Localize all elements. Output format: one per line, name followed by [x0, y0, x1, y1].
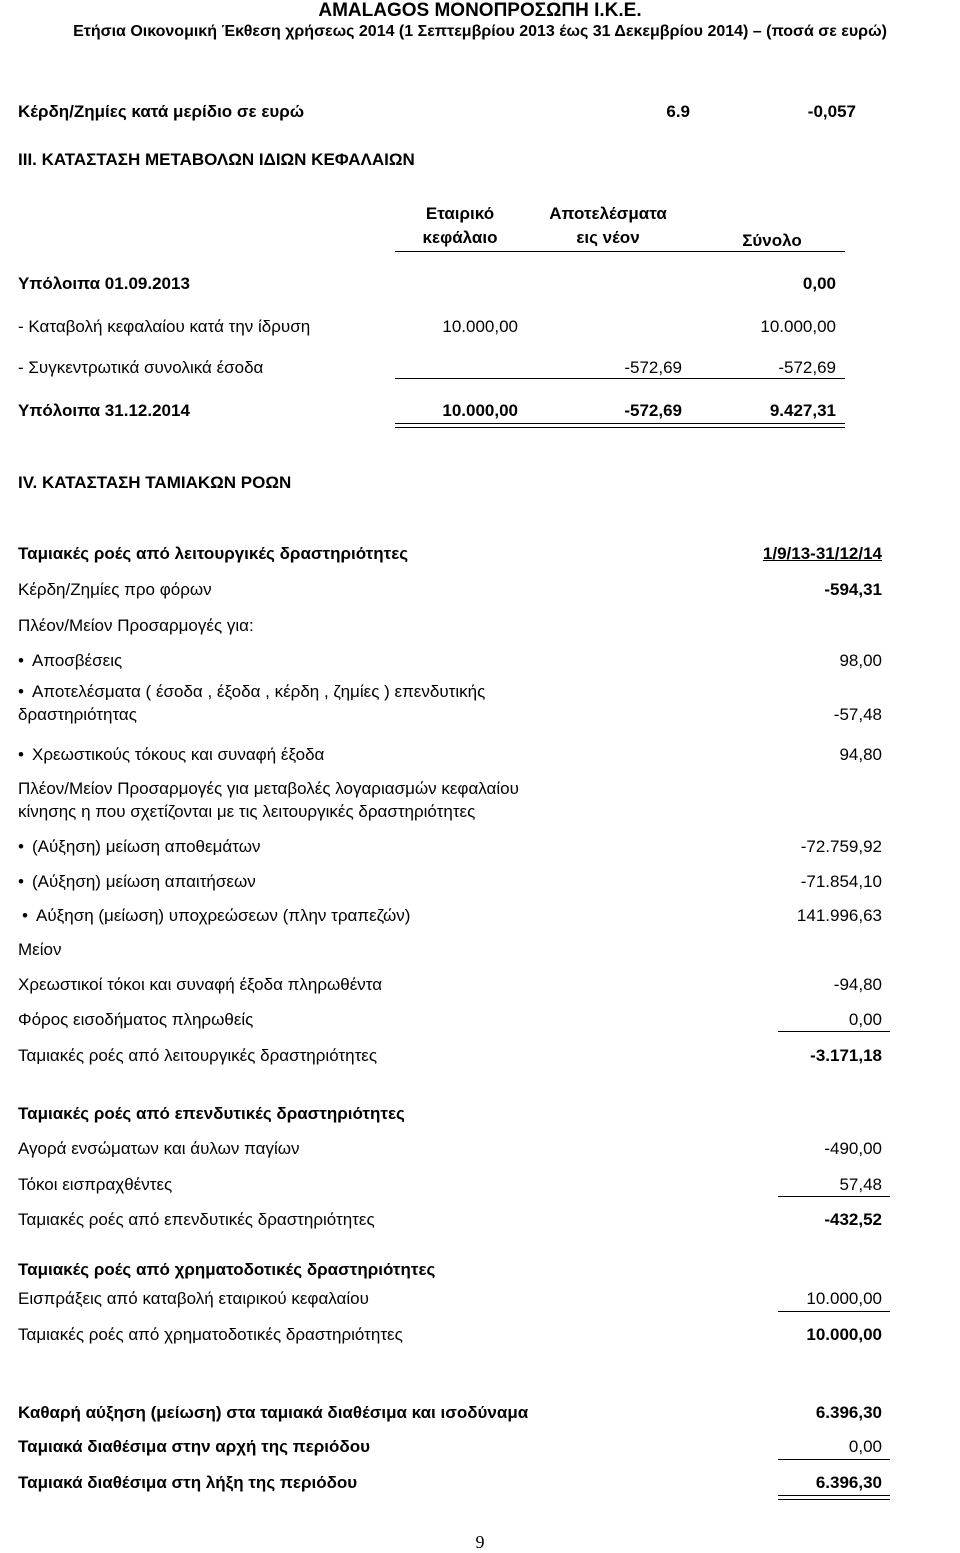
- investing-results-value: -57,48: [833, 705, 882, 724]
- tax-paid-label: Φόρος εισοδήματος πληρωθείς: [18, 1010, 254, 1029]
- col-capital-1: Εταιρικό: [425, 204, 495, 223]
- receivables-label: • (Αύξηση) μείωση απαιτήσεων: [32, 872, 256, 892]
- cash-end-value: 6.396,30: [815, 1473, 882, 1492]
- col-results-1: Αποτελέσματα: [549, 204, 667, 223]
- investing-results-label: • Αποτελέσματα ( έσοδα , έξοδα , κέρδη , ζημίες ) επενδυτικής: [32, 682, 485, 702]
- interest-paid-value: -94,80: [833, 975, 882, 994]
- eps-col2: -0,057: [807, 102, 856, 121]
- equity-title: ΙΙΙ. ΚΑΤΑΣΤΑΣΗ ΜΕΤΑΒΟΛΩΝ ΙΔΙΩΝ ΚΕΦΑΛΑΙΩΝ: [18, 150, 415, 169]
- period-label: 1/9/13-31/12/14: [762, 544, 882, 563]
- receivables-value: -71.854,10: [800, 872, 882, 891]
- equity-header-rule: [395, 251, 845, 252]
- page-number: 9: [475, 1532, 485, 1552]
- tax-paid-value: 0,00: [848, 1010, 882, 1029]
- equity-row-total: 10.000,00: [760, 317, 836, 336]
- interest-received-value: 57,48: [839, 1175, 882, 1194]
- equity-row-label: - Καταβολή κεφαλαίου κατά την ίδρυση: [18, 317, 311, 336]
- profit-before-tax-label: Κέρδη/Ζημίες προ φόρων: [18, 580, 212, 599]
- depreciation-value: 98,00: [839, 651, 882, 670]
- company-title: AMALAGOS ΜΟΝΟΠΡΟΣΩΠΗ Ι.Κ.Ε.: [318, 0, 642, 21]
- investing-total-label: Ταμιακές ροές από επενδυτικές δραστηριότητες: [18, 1210, 375, 1229]
- equity-row-label: Υπόλοιπα 31.12.2014: [18, 401, 190, 420]
- equity-row-total: 0,00: [802, 274, 836, 293]
- financing-heading: Ταμιακές ροές από χρηματοδοτικές δραστηριότητες: [18, 1260, 436, 1279]
- payables-value: 141.996,63: [796, 906, 882, 925]
- cashflow-title: IV. ΚΑΤΑΣΤΑΣΗ ΤΑΜΙΑΚΩΝ ΡΟΩΝ: [18, 473, 292, 492]
- equity-row-capital: 10.000,00: [442, 317, 518, 336]
- equity-row-total: -572,69: [778, 358, 836, 377]
- investing-results-label-cont: δραστηριότητας: [18, 705, 137, 724]
- cash-subtotal-rule: [778, 1459, 890, 1460]
- financing-total-label: Ταμιακές ροές από χρηματοδοτικές δραστηριότητες: [18, 1325, 403, 1344]
- equity-total-rule-2: [395, 427, 845, 428]
- interest-expense-value: 94,80: [839, 745, 882, 764]
- equity-row-label: Υπόλοιπα 01.09.2013: [18, 274, 190, 293]
- investing-subtotal-rule: [778, 1196, 890, 1197]
- payables-label: • Αύξηση (μείωση) υποχρεώσεων (πλην τραπεζών): [36, 906, 410, 926]
- equity-row-capital: 10.000,00: [442, 401, 518, 420]
- depreciation-label: • Αποσβέσεις: [32, 651, 122, 671]
- operating-total-label: Ταμιακές ροές από λειτουργικές δραστηριότητες: [18, 1046, 378, 1065]
- cash-total-rule-2: [778, 1499, 890, 1500]
- investing-total-value: -432,52: [824, 1210, 882, 1229]
- col-capital-2: κεφάλαιο: [422, 228, 498, 247]
- financing-subtotal-rule: [778, 1311, 890, 1312]
- eps-label: Κέρδη/Ζημίες κατά μερίδιο σε ευρώ: [18, 102, 305, 121]
- report-subtitle: Ετήσια Οικονομική Έκθεση χρήσεως 2014 (1 Σεπτεμβρίου 2013 έως 31 Δεκεμβρίου 2014) – (ποσά σε ευρώ): [73, 23, 887, 40]
- adjustments-label: Πλέον/Μείον Προσαρμογές για:: [18, 616, 254, 635]
- cash-start-label: Ταμιακά διαθέσιμα στην αρχή της περιόδου: [18, 1437, 370, 1456]
- less-label: Μείον: [18, 940, 62, 959]
- equity-row-total: 9.427,31: [769, 401, 836, 420]
- eps-col1: 6.9: [666, 102, 690, 121]
- equity-row-label: - Συγκεντρωτικά συνολικά έσοδα: [18, 358, 264, 377]
- equity-row-results: -572,69: [624, 401, 682, 420]
- operating-total-value: -3.171,18: [810, 1046, 882, 1065]
- cash-total-rule-1: [778, 1495, 890, 1496]
- interest-paid-label: Χρεωστικοί τόκοι και συναφή έξοδα πληρωθέντα: [18, 975, 383, 994]
- col-total: Σύνολο: [742, 231, 802, 250]
- fixed-assets-value: -490,00: [824, 1139, 882, 1158]
- financing-total-value: 10.000,00: [806, 1325, 882, 1344]
- operating-heading: Ταμιακές ροές από λειτουργικές δραστηριότητες: [18, 544, 409, 563]
- operating-subtotal-rule: [778, 1031, 890, 1032]
- interest-received-label: Τόκοι εισπραχθέντες: [18, 1175, 173, 1194]
- cash-start-value: 0,00: [848, 1437, 882, 1456]
- equity-subtotal-rule: [395, 378, 845, 379]
- interest-expense-label: • Χρεωστικούς τόκους και συναφή έξοδα: [32, 745, 324, 765]
- net-change-value: 6.396,30: [815, 1403, 882, 1422]
- profit-before-tax-value: -594,31: [824, 580, 882, 599]
- investing-heading: Ταμιακές ροές από επενδυτικές δραστηριότητες: [18, 1104, 405, 1123]
- inventories-value: -72.759,92: [800, 837, 882, 856]
- capital-received-value: 10.000,00: [806, 1289, 882, 1308]
- equity-row-results: -572,69: [624, 358, 682, 377]
- fixed-assets-label: Αγορά ενσώματων και άυλων παγίων: [18, 1139, 300, 1158]
- capital-received-label: Εισπράξεις από καταβολή εταιρικού κεφαλαίου: [18, 1289, 369, 1308]
- cash-end-label: Ταμιακά διαθέσιμα στη λήξη της περιόδου: [18, 1473, 358, 1492]
- col-results-2: εις νέον: [576, 228, 640, 247]
- inventories-label: • (Αύξηση) μείωση αποθεμάτων: [32, 837, 260, 857]
- working-capital-label-cont: κίνησης η που σχετίζονται με τις λειτουργικές δραστηριότητες: [18, 802, 476, 821]
- equity-total-rule-1: [395, 423, 845, 424]
- net-change-label: Καθαρή αύξηση (μείωση) στα ταμιακά διαθέσιμα και ισοδύναμα: [18, 1403, 529, 1422]
- working-capital-label: Πλέον/Μείον Προσαρμογές για μεταβολές λογαριασμών κεφαλαίου: [18, 779, 519, 798]
